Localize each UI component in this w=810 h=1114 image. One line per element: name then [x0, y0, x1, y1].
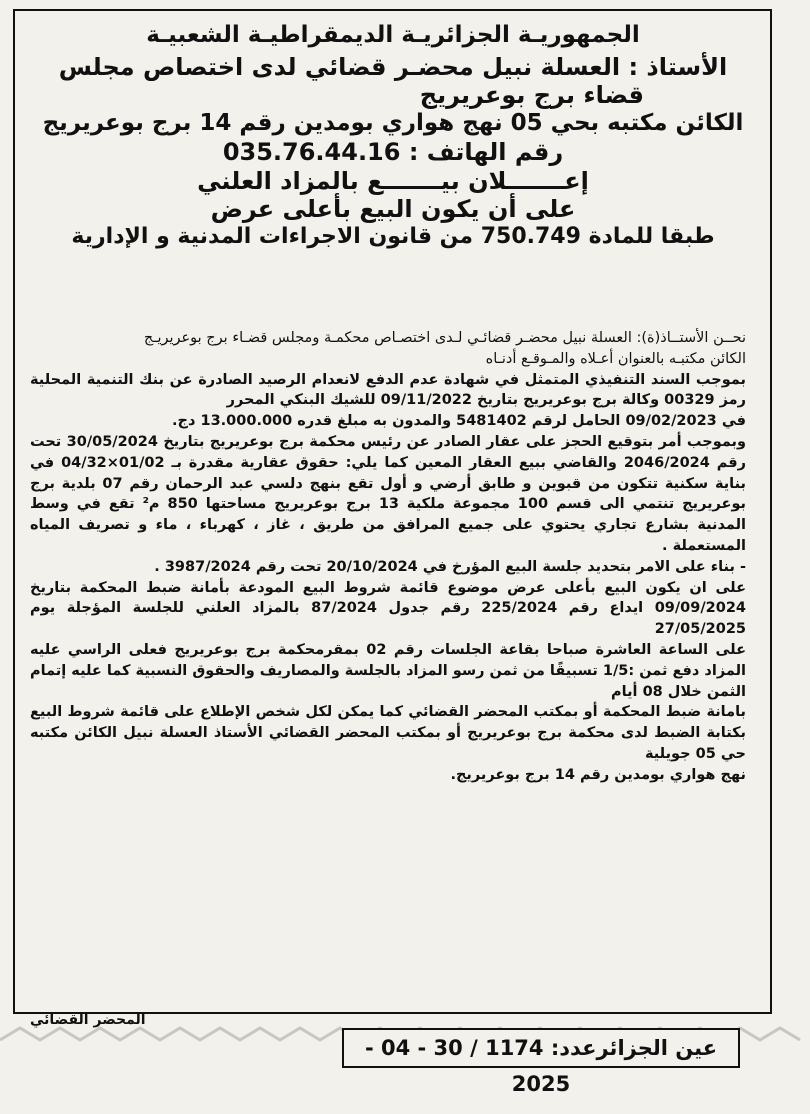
republic-heading: الجمهوريـة الجزائريـة الديمقراطيـة الشعبيـة: [146, 22, 640, 48]
phone-number: رقم الهاتف : 035.76.44.16: [222, 137, 564, 166]
bailiff-title-line1: الأستاذ : العسلة نبيل محضـر قضائي لدى اختصاص مجلس: [58, 52, 728, 81]
paragraph-check-details: في 09/02/2023 الحامل لرقم 5481402 والمدون به مبلغ قدره 13.000.000 دج.: [172, 413, 746, 430]
paragraph-bailiff: نحــن الأستــاذ(ة): العسلة نبيل محضـر قضائـي لـدى اختصـاص محكمـة ومجلس قضـاء برج بوعريريـج: [143, 330, 746, 346]
signer-label: المحضر القضائي: [30, 1012, 146, 1028]
paragraph-auction-terms: على ان يكون البيع بأعلى عرض موضوع قائمة شروط البيع المودعة بأمانة ضبط المحكمة بتاريخ 09/09/2024 ايداع رقم 225/2024 رقم جدول 87/2024 بالمزاد العلني للجلسة المؤجلة يوم 27/05/2025: [30, 579, 746, 638]
paragraph-office-address: نهج هواري بومدين رقم 14 برج بوعريريج.: [450, 766, 746, 783]
legal-basis: طبقا للمادة 750.749 من قانون الاجراءات المدنية و الإدارية: [71, 224, 715, 250]
notice-header: [22, 22, 764, 251]
paragraph-consultation: بامانة ضبط المحكمة أو بمكتب المحضر القضائي كما يمكن لكل شخص الإطلاع على قائمة شروط البيع بكتابة الضبط لدى محكمة برج بوعريريج أو بمكتب المحضر القضائي الأستاذ العسلة نبيل الكائن مكتبه حي 05 جويلية: [30, 704, 746, 762]
sale-condition: على أن يكون البيع بأعلى عرض: [210, 195, 576, 224]
paragraph-enforcement-title: بموجب السند التنفيذي المتمثل في شهادة عدم الدفع لانعدام الرصيد الصادرة عن بنك التنمية المحلية رمز 00329 وكالة برج بوعريريج بتاريخ 09/11/2022 للشيك البنكي المحرر: [30, 371, 746, 409]
paragraph-office: الكائن مكتبـه بالعنوان أعـلاه والمـوقـع أدنـاه: [485, 350, 746, 367]
office-address: الكائن مكتبه بحي 05 نهج هواري بومدين رقم 14 برج بوعريريج: [42, 110, 744, 137]
publication-reference: عين الجزائرعدد: 1174 / 30 - 04 - 2025: [342, 1028, 740, 1068]
paragraph-seizure-order: وبموجب أمر بتوقيع الحجز على عقار الصادر عن رئيس محكمة برج بوعريريج بتاريخ 30/05/2024 تحت رقم 2046/2024 والقاضي ببيع العقار المعين كما يلي: حقوق عقارية مقدرة بـ 01/02×04/32 في بناية سكنية تتكون من قبوين و طابق أرضي و أول تقع بنهج دلسي عبد الرحمان رقم 07 بلدية برج بوعريريج تنتمي الى قسم 100 مجموعة ملكية 13 برج بوعريريج مساحتها 850 م² تقع في وسط المدنية بشارع تجاري يحتوي على جميع المرافق من طريق ، غاز ، كهرباء ، ماء و تصريف المياه المستعملة .: [30, 433, 747, 554]
announcement-title: إعـــــــلان بيـــــــع بالمزاد العلني: [197, 166, 589, 195]
paragraph-session-time: على الساعة العاشرة صباحا بقاعة الجلسات رقم 02 بمقرمحكمة برج بوعريريج فعلى الراسي عليه المزاد دفع ثمن :1/5 تسبيقًا من ثمن رسو المزاد بالجلسة والمصاريف والحقوق النسبية كما عليه إتمام الثمن خلال 08 أيام: [30, 641, 746, 700]
notice-body: [30, 328, 746, 786]
paragraph-session-order: - بناء على الامر بتحديد جلسة البيع المؤرخ في 20/10/2024 تحت رقم 3987/2024 .: [154, 558, 746, 575]
bailiff-title-line2: قضاء برج بوعريريج: [419, 81, 644, 110]
